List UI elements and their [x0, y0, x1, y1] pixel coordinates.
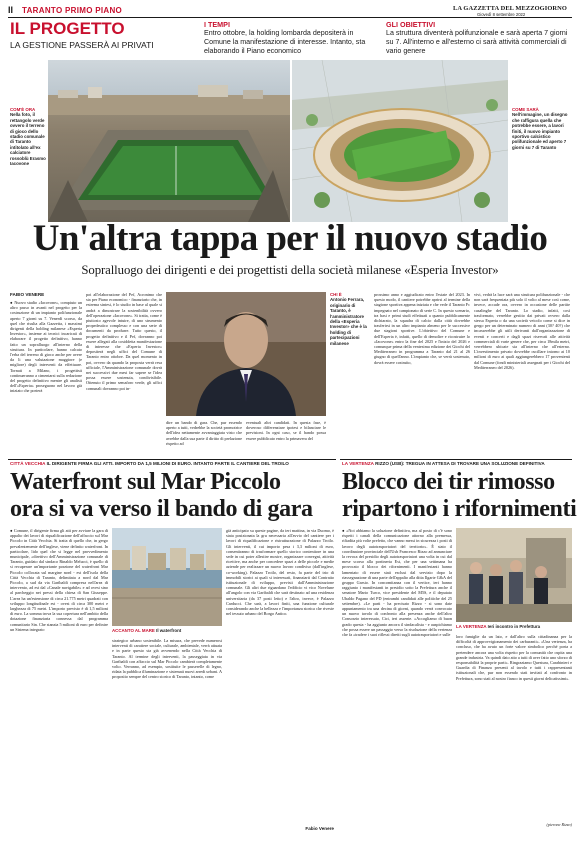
caption-left-text: Nella foto, il rettangolo verde ovvero il terreno di gioco dello stadio comunale di Taranto intitolato all'ex calciatore rossoblù Erasmo Iacovone	[10, 112, 46, 167]
portrait-caption-label: CHI È	[330, 292, 342, 297]
main-col-3: dire un bando di gara. Che, pur essendo aperto a tutti, vedrebbe la società promotrice dell'idea nettamente avvantaggiata visto che avrebbe dalla sua parte il diritto di prelazione rispetto ad	[166, 420, 242, 446]
left-kicker-place: CITTÀ VECCHIA	[10, 461, 46, 466]
tempi-title: I TEMPI	[204, 20, 230, 29]
photo-caption-left	[10, 107, 46, 166]
portrait-caption	[330, 292, 370, 346]
waterfront-caption-text: Il waterfront	[156, 628, 182, 633]
progetto-block	[10, 19, 200, 51]
tempi-text: Entro ottobre, la holding lombarda depositerà in Comune la manifestazione di interesse. Intanto, sta elaborando il Piano economico	[204, 29, 366, 55]
left-kicker	[10, 461, 336, 466]
portrait-photo	[166, 292, 326, 416]
left-kicker-text: IL DIRIGENTE FIRMA GLI ATTI. IMPORTO DA 1,5 MILIONI DI EURO. INTANTO PARTE IL CANTIERE DEL TROILO	[46, 461, 289, 466]
left-col-1: ● Comune, il dirigente firma gli atti per avviare la gara di appalto dei lavori di riqualificazione dell'affaccio sul Mar Piccolo in Città Vecchia. Si tratta di quello che, in gergo prevalentemente dell'inglese, viene definito waterfront. In particolare, lido quel che si legge nel provvedimento municipale, «direttivo dell'Amministrazione comunale di Taranto, guidato dal sindaco Rinaldo Melucci, è quello di si recuperare un'importante porzione del waterfront Mar Piccolo collocata sul margine nord - est dell'isola della Città Vecchia di Taranto, delimitata a nord dal Mar Piccolo, a sud da via Garibaldi compresa nell'area di intervento, ad est dal «Canale navigabile» e ad ovest sino al parcheggio nei pressi della chiesa di San Giuseppe. L'area ha un'estensione di circa 21.775 metri quadrati con sviluppo longitudinale est - ovest di circa 300 metri e larghezza di 75 metri. L'importo previsto è di 1,5 milioni di euro. La somma trova la sua copertura nell'ambito della dotazione finanziaria connessa dal programma comunitario Sin. Che stanzia 5 milioni di euro per definire un Sistema integrato	[10, 528, 108, 632]
obiettivi-block	[386, 20, 572, 56]
main-headline: Un'altra tappa per il nuovo stadio	[32, 218, 548, 259]
waterfront-caption-label: ACCANTO AL MARE	[112, 628, 155, 633]
stadium-rendering-future	[292, 60, 508, 222]
caption-right-text: Nell'immagine, un disegno che raffigura quella che potrebbe essere, a lavori finiti, il nuovo impianto sportivo calcistico polifunzionale ed aperto 7 giorni su 7 di Taranto	[512, 112, 568, 150]
caption-left-label: COM'È ORA	[10, 107, 36, 112]
main-col-5: prossimo anno e aggiudicato entro l'estate del 2023. In questo modo, il cantiere potrebbe aprirsi al termine della stagione sportiva appena iniziata e che vede il Taranto Fc impegnato nel campionato di serie C. In questo scenario, tra basi e primi studi effettuati a quanto pubblicamente dichiarato, la squadra di calcio dalla città dovrebbe trasferirsi in un altro impianto almeno per le successive due stagioni sportive. L'obiettivo del Comune e dell'Esperia è, infatti, quello di demolire e ricostruire lo «Iacovone» entro la fine del 2025 e l'inizio del 2026 e comunque prima della ventesima edizione dei Giochi del Mediterraneo in programma a Taranto dal 21 al 26 giugno di quell'anno. L'impianto che, se verrà sostenuto, dovrà essere costruito,	[374, 292, 470, 365]
waterfront-photo	[112, 528, 222, 626]
left-col-2: strategico urbano sostenibile. La misura, che prevede numerosi interventi di carattere sociale, culturale, ambientale, verrà attuata e in parte questo sta già avvenendo nella Città Vecchia di Taranto. Al termine degli interventi, la passeggiata in via Garibaldi con affaccio sul Mar Piccolo cambierà completamente volto. Verranno, ad esempio, sostituite le passerelle di legno, ridata la pubblica illuminazione e sistemati nuovi arredi urbani. A proposito sempre del centro storico di Taranto, intanto, come	[112, 638, 222, 680]
prefettura-caption-label: LA VERTENZA	[456, 624, 487, 629]
right-col-1: ● «Noi abbiamo la soluzione definitiva, ma al posto di c'è sono rispetti i canali della comunicazione attorno alla premessa, rifiadita più volte prefetto, che vanno messi in sicurezza i posti di lavoro degli autotrasportatori del territorio». È stato il coordinatore provinciale dell'Usb Francesco Rizzo ad annunciare la revoca del presidio degli autotrasportatori una volta in cui dal mese scorso alla portineria Est, che per una settimana ha provocato il blocco dei rifornimenti. I manifestanti hanno lamentato di essere stati esclusi dal servizio dopo la riassegnazione di una parte dell'appalto alla ditta Ilgarte G&A del gruppo Garsio. In concomitanza con il vertice, ieri hanno raggiunto i manifestanti in presidio sotto la Prefettura anche il senatore Mario Turco, vice presidente del M5S, e il deputato Ubaldo Pagano del PD (entrambi candidati alle politiche del 25 settembre). «Le parti - ha precisato Rizzo - si sono date appuntamento tra una decina di giorni, quando verrà convocato un nuovo tavolo di confronto alla presenza anche dell'altro Consorzio interessato, Cict, ieri assente. «Accogliamo di buon grado questa - ha aggiunto ancora il sindacalista - e auspichiamo che possa essere un passaggio verso la risoluzione della vertenza che fa «tradere i suoi riflessi diretti sugli autotrasportatori e sulle	[342, 528, 452, 638]
tempi-block	[204, 20, 382, 56]
right-col-2: loro famiglie da un lato, e dall'altro sulla cittadinanza per la difficoltà di approvvigionamento dei carburanti». «Una vertenza, ha concluso, che ha avuto un forte valore simbolico perché porta a pretendere ancora una volta rispetto per la comunità che ospita una grande industria. Va quindi dato atto a tutti di aver fatto uno sforzo di responsabilità la proprie parti». Ringraziamo Questura, Carabinieri e Guardia di Finanza presenti al tavolo e tutti i rappresentanti istituzionali che, pur non essendo stati invitati al confronto in Prefettura, sono stati al nostro fianco in questi giorni delicatissimi».	[456, 634, 572, 681]
prefettura-caption	[456, 624, 572, 629]
page-number: II	[8, 5, 14, 15]
masthead: LA GAZZETTA DEL MEZZOGIORNO	[453, 5, 567, 12]
obiettivi-text: La struttura diventerà polifunzionale e sarà aperta 7 giorni su 7. All'interno e all'esterno ci sarà attività commerciali di vario genere	[386, 29, 568, 55]
caption-right-label: COME SARÀ	[512, 107, 539, 112]
photo-caption-right	[512, 107, 572, 150]
left-story-rule	[8, 459, 336, 460]
progetto-title: IL PROGETTO	[10, 19, 125, 38]
left-headline-1: Waterfront sul Mar Piccolo	[10, 469, 281, 495]
waterfront-caption	[112, 628, 222, 633]
left-headline-2: ora si va verso il bando di gara	[10, 496, 313, 522]
stadium-photo-now	[48, 60, 290, 222]
page-header	[8, 5, 572, 17]
main-col-6: vivi, vedrà la luce sarà una struttura polifunzionale - che non sarà frequentata più solo il volto al mese così come, invece, accade ora, ovvero in occasione delle partite casalinghe del Taranto. Lo stadio, infatti, così trasformato, verrebbe gestito dai privati ovvero dalla stessa Esperia o da una società veicolo come si dice in gergo per un determinato numero di anni (30? 40?) che incasserebbe gli utili derivanti dall'organizzazione di eventi e concerti e dagli spazi riservati alle attività commerciali di varie genere che, per circa 18mila metri, verrebbero ubicate sia all'interno che all'esterno. L'investimento privato dovrebbe oscillare intorno ai 10 milioni di euro ai quali aggiungerebbero 17 provenienti dal Comune (fondi ministeriali assegnati per i Giochi del Mediterraneo del 2026).	[474, 292, 570, 370]
progetto-subtitle: LA GESTIONE PASSERÀ AI PRIVATI	[10, 40, 154, 50]
main-subhead: Sopralluogo dei dirigenti e dei progettisti della società milanese «Esperia Investor»	[81, 263, 499, 277]
prefettura-caption-text: Ieri incontro in Prefettura	[487, 624, 541, 629]
prefettura-photo	[456, 528, 572, 622]
right-kicker	[342, 461, 572, 466]
section-tab: TARANTO PRIMO PIANO	[22, 6, 123, 15]
issue-date: Giovedì 8 settembre 2022	[477, 12, 526, 17]
right-kicker-place: LA VERTENZA	[342, 461, 374, 466]
right-story-rule	[340, 459, 572, 460]
header-rule	[8, 17, 572, 18]
left-byline: Fabio Venere	[305, 826, 334, 831]
main-col-2: poi all'elaborazione del Pef, Acronimo che sta per Piano economico - finanziario che, in estrema sintesi, è lo studio in base al quale si andrà a dimostrare la sostenibilità ovvero dell'operazione «Iacovone». Si tratta, come è piuttosto agevole intuire, di uno strumento propedeutico complesso e con una serie di documenti da produrre. Tutto questo, il progetto definitivo e il Pef, dovranno poi essere allegati alla cosiddetta manifestazione di interesse che «Esperia Investor» depositerà negli uffici del Comune di Taranto entro ottobre. Da quel momento in poi, ovvero da quando la proposta verrà resa ufficiale, l'Amministrazione comunale dovrà nei successivi due mesi far sapere se l'idea possa essere sostenuta, condivisibile. Ottenuto il primo semaforo verde, gli uffici comunali dovranno poi in-	[86, 292, 162, 391]
right-headline-1: Blocco dei tir rimosso	[342, 469, 555, 495]
obiettivi-title: GLI OBIETTIVI	[386, 20, 436, 29]
right-byline: (pierone Rizzo)	[546, 822, 572, 827]
right-kicker-text: RIZZO (USB): TREGUA IN ATTESA DI TROVARE UNA SOLUZIONE DEFINITIVA	[375, 461, 545, 466]
main-byline: FABIO VENERE	[10, 292, 45, 297]
main-col-1: ● Nuovo stadio «Iacovone», compiuto un altro passo in avanti nel progetto per la costruzione di un impianto polifunzionale aperto 7 giorni su 7. Venerdì scorso, da quel che risulta alla Gazzetta, i massimi dirigenti della holding milanese «Esperia Investor», insieme ai tecnici incaricati di elaborare il progetto definitivo, hanno fatto un sopralluogo all'interno della struttura. In particolare, hanno calcato l'erba del terreno di gioco anche per avere da li una valutazione maggiore (e migliore) degli interventi da effettuare. Tornati a Milano, i progettisti continueranno a cimentarsi sulla redazione del progetto definitivo mentre gli analisti dell'«Esperia» proseguono nel lavoro già iniziato che porterà	[10, 300, 82, 394]
right-headline-2: ripartono i rifornimenti	[342, 496, 577, 522]
portrait-caption-text: Antonio Ferrara, originario di Taranto, è l'amministratore della «Esperia Investor» che è la holding di partecipazioni milanese	[330, 297, 367, 346]
main-col-4: eventuali altri candidati. In questa fase, è doveroso differenziare ipotesi e bilanciare le previsioni. In ogni caso, se il bando possa essere pubblicato entro la primavera del	[246, 420, 326, 441]
left-col-3: già anticipato su queste pagine, da ieri mattina, in via Duomo, è stata posizionata la gru necessaria all'avvio del cantiere per i lavori di riqualificazione e ristrutturazione di Palazzo Troilo. Gli interventi, il cui importo pesa i 3,3 milioni di euro, consentiranno di trasformare quello storico contenitore in una sede in cui poter allestire mostre, organizzare convegni, attività ricettive, ma anche per concedere spazi a delle piccole e medie aziende per realizzare un nuovo lavoro condiviso (dall'inglese, co-working). Palazzo Troilo, del resto, fa parte del trio di immobili storici ai quali si interessati, finanziarti dal Contratto istituzionale di sviluppo, previsti dall'Amministrazione comunale. Gli altri due riguardano l'edificio vi vico Novelune all'angolo con via Garibaldi che sarà destinato ad una residenza universitaria (da 37 posti letto) e l'altro, invece, è Palazzo Carducci. Che sarà, a lavori finiti, una funzione culturale considerando anche la bellezza e l'importanza storica che riveste nel tessuto urbano del Borgo Antico.	[226, 528, 334, 617]
